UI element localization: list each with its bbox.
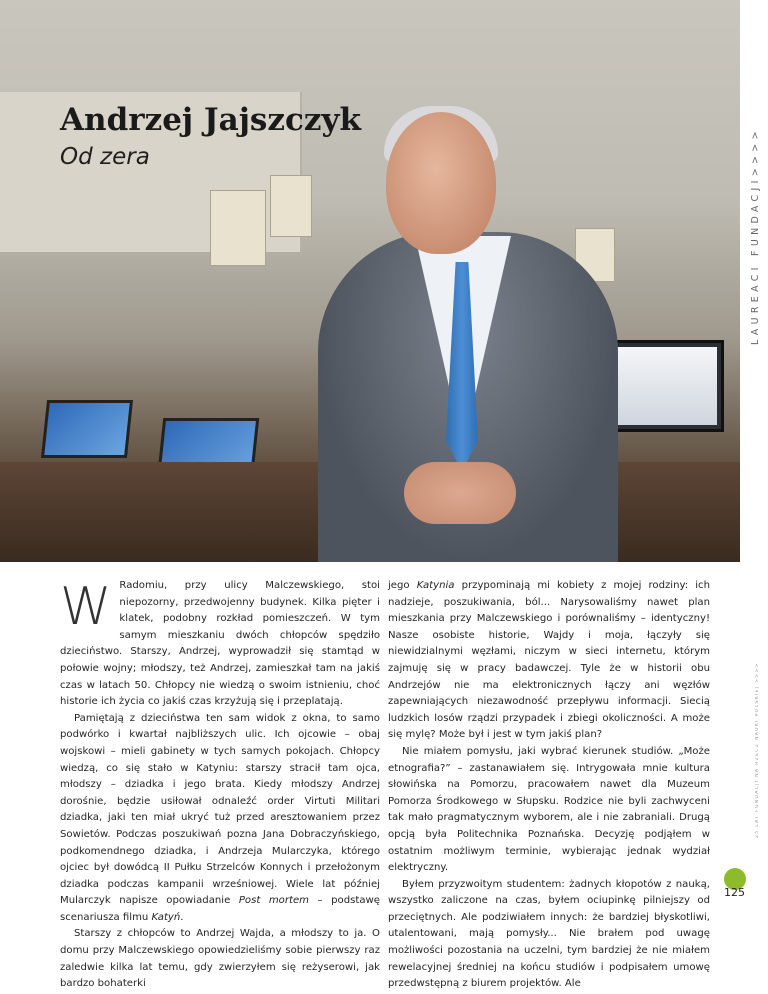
computer-monitor	[600, 340, 724, 432]
running-footer-label: 25 LAT FUNDACJI NA RZECZ NAUKI POLSKIEJ >>>>	[755, 662, 760, 838]
section-label: LAUREACI FUNDACJI>>>>	[750, 127, 761, 345]
paragraph: Byłem przyzwoitym studentem: żadnych kłopotów z nauką, wszystko zaliczone na czas, byłem ociupinkę pilniejszy od przeciętnych. Ale podziwiałem innych: że bardziej błyskotliwi, utalentowani, mają pomysły... Nie brałem pod uwagę możliwości pozostania na uczelni, tym bardziej że nie miałem rewelacyjnej średniej na końcu studiów i podpisałem umowę przedwstępną z biurem projektów. Ale	[388, 878, 710, 990]
page-subtitle: Od zera	[60, 144, 150, 170]
drop-cap: W	[60, 577, 112, 637]
laptop	[41, 400, 133, 458]
article-column-right	[388, 578, 710, 993]
paragraph: W Radomiu, przy ulicy Malczewskiego, stoi niepozorny, przedwojenny budynek. Kilka pięter i klatek, podobny rozkład pomieszczeń. W tym samym mieszkaniu dwóch chłopców spędziło dzieciństwo. Starszy, Andrzej, wyprowadził się stamtąd w połowie wojny; młodszy, też Andrzej, zamieszkał tam na jakiś czas w latach 50. Chłopcy nie wiedzą o swoim istnieniu, choć historie ich życia co jakiś czas krzyżują się i przeplatają.	[60, 577, 380, 708]
wall-poster	[270, 175, 312, 237]
wall-poster	[210, 190, 266, 266]
person-head	[386, 112, 496, 254]
paragraph: Nie miałem pomysłu, jaki wybrać kierunek studiów. „Może etnografia?” – zastanawiałem się. Intrygowała mnie kultura słowińska na Pomorzu, pracowałem nawet dla Muzeum Pomorza Środkowego w Słupsku. Rodzice nie byli zachwyceni tak mało pragmatycznym wyborem, ale i nie zabraniali. Drugą opcją była Politechnika Poznańska. Decyzję podjąłem w ostatnim możliwym terminie, wybierając jednak wydział elektryczny.	[388, 745, 710, 874]
page-number: 125	[724, 886, 745, 899]
person-hands	[404, 462, 516, 524]
paragraph: jego Katynia przypominają mi kobiety z mojej rodziny: ich nadzieje, poszukiwania, ból... Narysowaliśmy nawet plan mieszkania przy Malczewskiego i porównaliśmy – identyczny! Nasze osobiste historie, Wajdy i moja, łączyły się niewidzialnymi węzłami, niczym w sieci internetu, którym zajmuję się w pracy badawczej. Tyle że w historii obu Andrzejów nie ma elektronicznych łączy ani węzłów zapewniających niezawodność przepływu informacji. Siecią ludzkich losów rządzi przypadek i zbiegi okoliczności. A może się mylę? Może był i jest w tym jakiś plan?	[388, 580, 710, 741]
paragraph: Starszy z chłopców to Andrzej Wajda, a młodszy to ja. O domu przy Malczewskiego opowiedzieliśmy sobie pierwszy raz zaledwie kilka lat temu, gdy zwierzyłem się reżyserowi, jak bardzo bohaterki	[60, 928, 380, 990]
article-column-left	[60, 578, 380, 993]
page-title: Andrzej Jajszczyk	[60, 102, 361, 138]
title-block	[60, 100, 361, 172]
paragraph: Pamiętają z dzieciństwa ten sam widok z okna, to samo podwórko i kwartał najbliższych ulic. Ich ojcowie – obaj wojskowi – mieli gabinety w tych samych pokojach. Chłopcy wiedzą, co się stało w Katyniu: starszy stracił tam ojca, młodszy – dziadka i jego brata. Kiedy młodszy Andrzej dorośnie, będzie usiłował odnaleźć order Virtuti Militari dziadka, jaki ten miał ukryć tuż przed aresztowaniem przez Sowietów. Podczas poszukiwań pozna Jana Dobraczyńskiego, podkomendnego dziadka, i Andrzeja Mularczyka, którego ojciec był dowódcą II Pułku Strzelców Konnych i przełożonym dziadka podczas kampanii wrześniowej. Wiele lat później Mularczyk napisze opowiadanie Post mortem – podstawę scenariusza filmu Katyń.	[60, 712, 380, 923]
